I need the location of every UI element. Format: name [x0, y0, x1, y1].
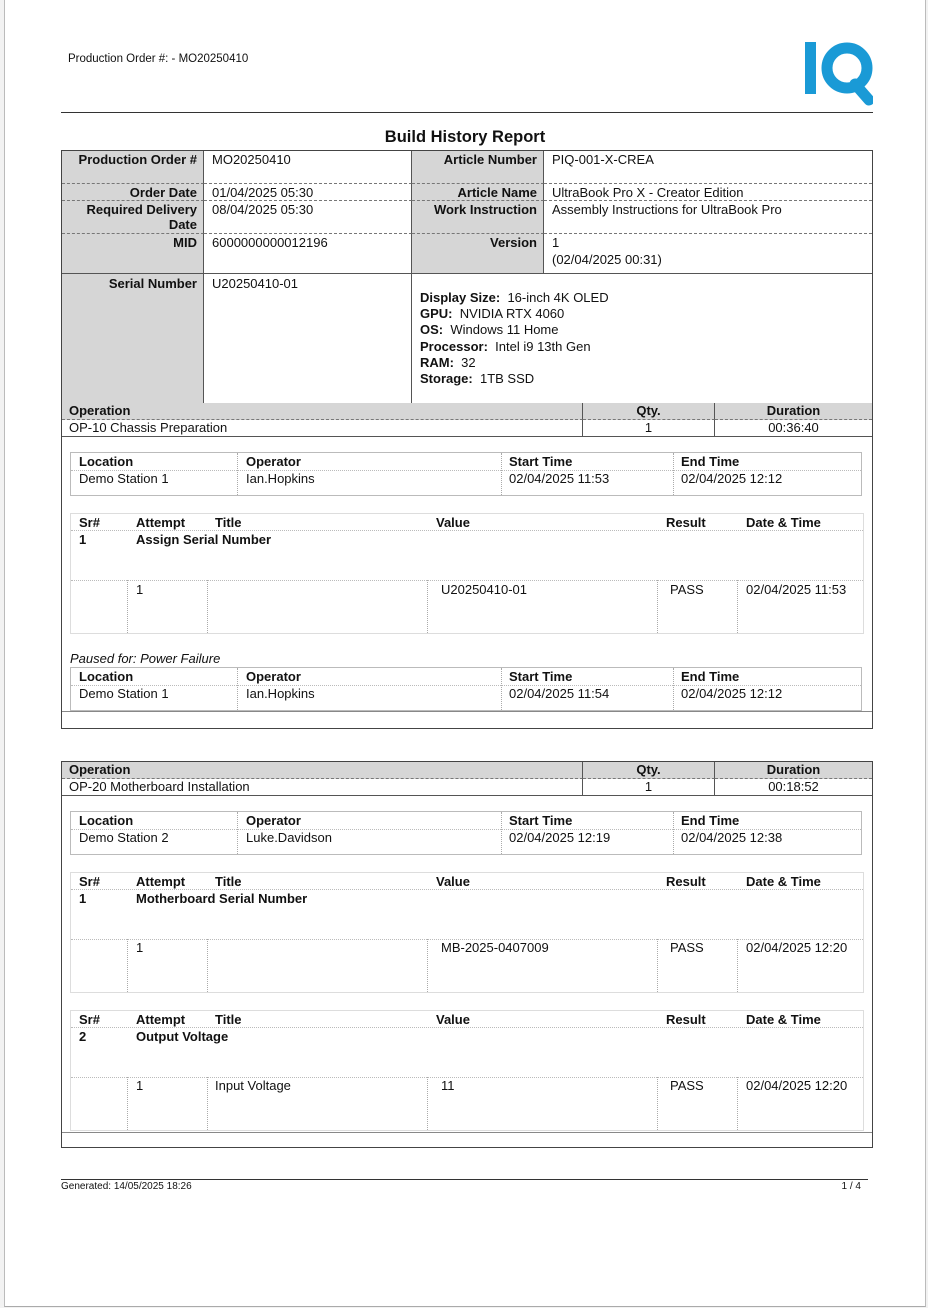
operation-duration: 00:18:52 [715, 779, 872, 796]
production-order-label: Production Order # [62, 151, 204, 184]
order-date-label: Order Date [62, 184, 204, 201]
duration-header: Duration [715, 762, 872, 779]
start-time-header: Start Time [509, 454, 573, 469]
version-date: (02/04/2025 00:31) [552, 252, 662, 267]
attempt-datetime: 02/04/2025 11:53 [746, 582, 847, 597]
operation-block-2 [61, 761, 873, 1148]
operation-name: OP-10 Chassis Preparation [62, 420, 583, 437]
operation-end-rule [62, 1132, 872, 1133]
article-name-label: Article Name [412, 184, 544, 201]
step-table [70, 1010, 864, 1131]
operation-header: Operation [62, 762, 583, 779]
version-value: 1 [552, 235, 560, 250]
attempt-datetime: 02/04/2025 12:20 [746, 940, 848, 955]
header-rule [61, 112, 873, 113]
footer-rule [61, 1179, 868, 1180]
session-end-time: 02/04/2025 12:38 [681, 830, 783, 845]
attempt-value: 11 [441, 1078, 455, 1093]
required-delivery-label: Required Delivery Date [62, 201, 204, 234]
title-header: Title [215, 1012, 242, 1027]
serial-number-value: U20250410-01 [204, 274, 412, 403]
spec-gpu: GPU: NVIDIA RTX 4060 [420, 306, 565, 322]
attempt-number: 1 [136, 1078, 144, 1093]
session-operator: Ian.Hopkins [246, 471, 315, 486]
attempt-number: 1 [136, 940, 144, 955]
value-header: Value [436, 515, 470, 530]
spec-processor: Processor: Intel i9 13th Gen [420, 338, 591, 354]
attempt-value: U20250410-01 [441, 582, 528, 597]
sr-header: Sr# [79, 515, 100, 530]
version-label: Version [412, 234, 544, 274]
operation-header: Operation [62, 403, 583, 420]
attempt-result: PASS [670, 940, 704, 955]
serial-number-label: Serial Number [62, 274, 204, 403]
operation-duration: 00:36:40 [715, 420, 872, 437]
datetime-header: Date & Time [746, 874, 821, 889]
session-location: Demo Station 2 [79, 830, 169, 845]
start-time-header: Start Time [509, 813, 573, 828]
result-header: Result [666, 874, 706, 889]
step-table [70, 513, 864, 634]
session-end-time: 02/04/2025 12:12 [681, 686, 783, 701]
work-instruction-value: Assembly Instructions for UltraBook Pro [544, 201, 872, 234]
attempt-number: 1 [136, 582, 144, 597]
operation-qty: 1 [583, 420, 715, 437]
step-title: Motherboard Serial Number [136, 891, 308, 906]
spec-display-size: Display Size: 16-inch 4K OLED [420, 290, 609, 305]
start-time-header: Start Time [509, 669, 573, 684]
report-title: Build History Report [384, 128, 546, 146]
required-delivery-value: 08/04/2025 05:30 [204, 201, 412, 234]
report-page [4, 0, 926, 1307]
qty-header: Qty. [583, 403, 715, 420]
session-location: Demo Station 1 [79, 471, 169, 486]
session-table [70, 452, 862, 496]
article-number-value: PIQ-001-X-CREA [544, 151, 872, 184]
attempt-header: Attempt [136, 874, 186, 889]
attempt-datetime: 02/04/2025 12:20 [746, 1078, 848, 1093]
attempt-header: Attempt [136, 1012, 186, 1027]
operation-qty: 1 [583, 779, 715, 796]
attempt-title: Input Voltage [215, 1078, 291, 1093]
operation-name: OP-20 Motherboard Installation [62, 779, 583, 796]
mid-label: MID [62, 234, 204, 274]
spec-storage: Storage: 1TB SSD [420, 371, 535, 387]
session-location: Demo Station 1 [79, 686, 169, 701]
specs-list [412, 290, 872, 387]
value-header: Value [436, 874, 470, 889]
sr-header: Sr# [79, 874, 100, 889]
title-header: Title [215, 874, 242, 889]
mid-value: 6000000000012196 [204, 234, 412, 274]
attempt-value: MB-2025-0407009 [441, 940, 549, 955]
work-instruction-label: Work Instruction [412, 201, 544, 234]
paused-reason: Paused for: Power Failure [70, 651, 221, 666]
order-details-table [61, 150, 873, 404]
end-time-header: End Time [681, 454, 740, 469]
spec-os: OS: Windows 11 Home [420, 322, 559, 338]
spec-ram: RAM: 32 [420, 354, 476, 370]
attempt-result: PASS [670, 582, 704, 597]
session-start-time: 02/04/2025 11:53 [509, 471, 610, 486]
step-sr: 1 [79, 532, 87, 547]
datetime-header: Date & Time [746, 1012, 821, 1027]
location-header: Location [79, 454, 134, 469]
production-order-value: MO20250410 [204, 151, 412, 184]
sr-header: Sr# [79, 1012, 100, 1027]
operation-block-1 [61, 403, 873, 729]
session-end-time: 02/04/2025 12:12 [681, 471, 783, 486]
article-number-label: Article Number [412, 151, 544, 184]
qty-header: Qty. [583, 762, 715, 779]
result-header: Result [666, 1012, 706, 1027]
step-title: Assign Serial Number [136, 532, 272, 547]
step-table [70, 872, 864, 993]
step-sr: 1 [79, 891, 87, 906]
title-header: Title [215, 515, 242, 530]
end-time-header: End Time [681, 669, 740, 684]
attempt-header: Attempt [136, 515, 186, 530]
result-header: Result [666, 515, 706, 530]
step-title: Output Voltage [136, 1029, 229, 1044]
session-start-time: 02/04/2025 12:19 [509, 830, 611, 845]
article-name-value: UltraBook Pro X - Creator Edition [544, 184, 872, 201]
location-header: Location [79, 669, 134, 684]
version-cell [544, 234, 872, 274]
production-order-header: Production Order #: - MO20250410 [68, 53, 249, 65]
iq-logo [803, 30, 873, 108]
session-start-time: 02/04/2025 11:54 [509, 686, 610, 701]
operator-header: Operator [246, 669, 301, 684]
session-table [70, 667, 862, 711]
operation-end-rule [62, 711, 872, 712]
attempt-result: PASS [670, 1078, 704, 1093]
value-header: Value [436, 1012, 470, 1027]
datetime-header: Date & Time [746, 515, 821, 530]
operator-header: Operator [246, 813, 301, 828]
end-time-header: End Time [681, 813, 740, 828]
session-operator: Luke.Davidson [246, 830, 332, 845]
operator-header: Operator [246, 454, 301, 469]
step-sr: 2 [79, 1029, 87, 1044]
page-number: 1 / 4 [841, 1181, 861, 1192]
order-date-value: 01/04/2025 05:30 [204, 184, 412, 201]
location-header: Location [79, 813, 134, 828]
generated-timestamp: Generated: 14/05/2025 18:26 [61, 1181, 192, 1192]
session-table [70, 811, 862, 855]
session-operator: Ian.Hopkins [246, 686, 315, 701]
duration-header: Duration [715, 403, 872, 420]
